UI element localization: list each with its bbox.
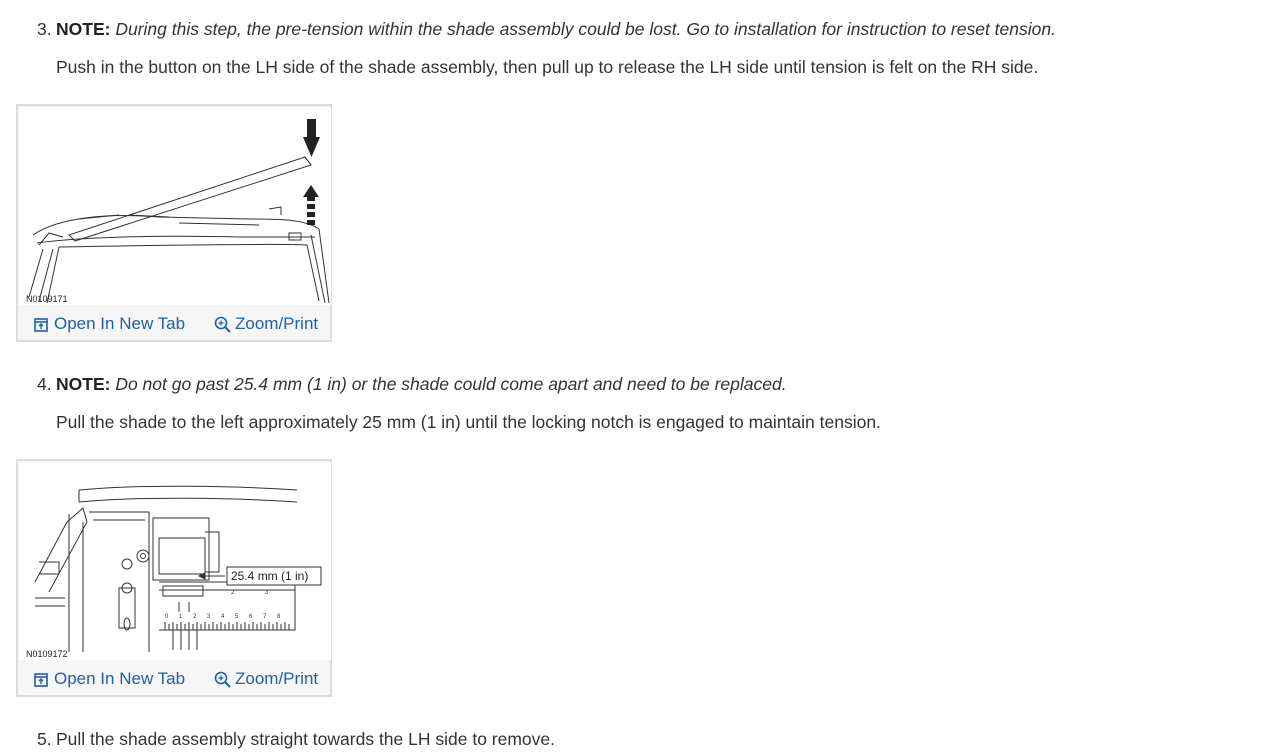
note-label: NOTE: [56,374,111,394]
figure-n0109172 [16,459,332,697]
svg-text:7: 7 [263,614,267,620]
open-new-tab-icon [34,673,48,687]
note-text: Do not go past 25.4 mm (1 in) or the shade could come apart and need to be replaced. [115,374,787,394]
open-new-tab-icon [34,318,48,332]
step-note [56,18,1056,40]
open-in-new-tab-button[interactable] [34,667,185,691]
zoom-print-button[interactable] [214,667,318,691]
step-5-instruction: Pull the shade assembly straight towards the LH side to remove. [56,729,555,749]
svg-text:0: 0 [165,614,169,620]
step-number: 3. [37,19,52,39]
figure-illustration[interactable] [19,462,331,660]
note-text: During this step, the pre-tension within the shade assembly could be lost. Go to installation for instruction to reset tension. [115,19,1056,39]
dimension-callout: 25.4 mm (1 in) [231,569,309,583]
figure-id: N0109172 [26,649,68,659]
step-4-instruction: Pull the shade to the left approximately 25 mm (1 in) until the locking notch is engaged to maintain tension. [56,412,881,432]
svg-text:3: 3 [207,614,211,620]
step-note [56,373,787,395]
figure-n0109171 [16,104,332,342]
svg-text:5: 5 [235,614,239,620]
open-in-new-tab-label: Open In New Tab [54,314,186,333]
figure-id: N0109171 [26,294,68,304]
svg-text:4: 4 [221,614,225,620]
shade-tension-illustration [19,462,331,660]
zoom-print-label: Zoom/Print [235,669,319,688]
svg-text:8: 8 [277,614,281,620]
step-number: 4. [37,374,52,394]
step-number: 5. [37,729,52,749]
figure-actions [18,312,332,338]
svg-text:1: 1 [179,614,183,620]
zoom-print-button[interactable] [214,312,318,336]
zoom-icon [214,316,232,334]
zoom-icon [214,671,232,689]
zoom-print-label: Zoom/Print [235,314,319,333]
svg-text:2: 2 [193,614,197,620]
open-in-new-tab-button[interactable] [34,312,185,336]
shade-release-illustration [19,107,331,305]
open-in-new-tab-label: Open In New Tab [54,669,186,688]
figure-illustration[interactable] [19,107,331,305]
svg-text:6: 6 [249,614,253,620]
step-3-instruction: Push in the button on the LH side of the shade assembly, then pull up to release the LH side until tension is felt on the RH side. [56,57,1039,77]
svg-text:3: 3 [265,590,269,596]
figure-actions [18,667,332,693]
note-label: NOTE: [56,19,111,39]
svg-text:2: 2 [231,590,235,596]
